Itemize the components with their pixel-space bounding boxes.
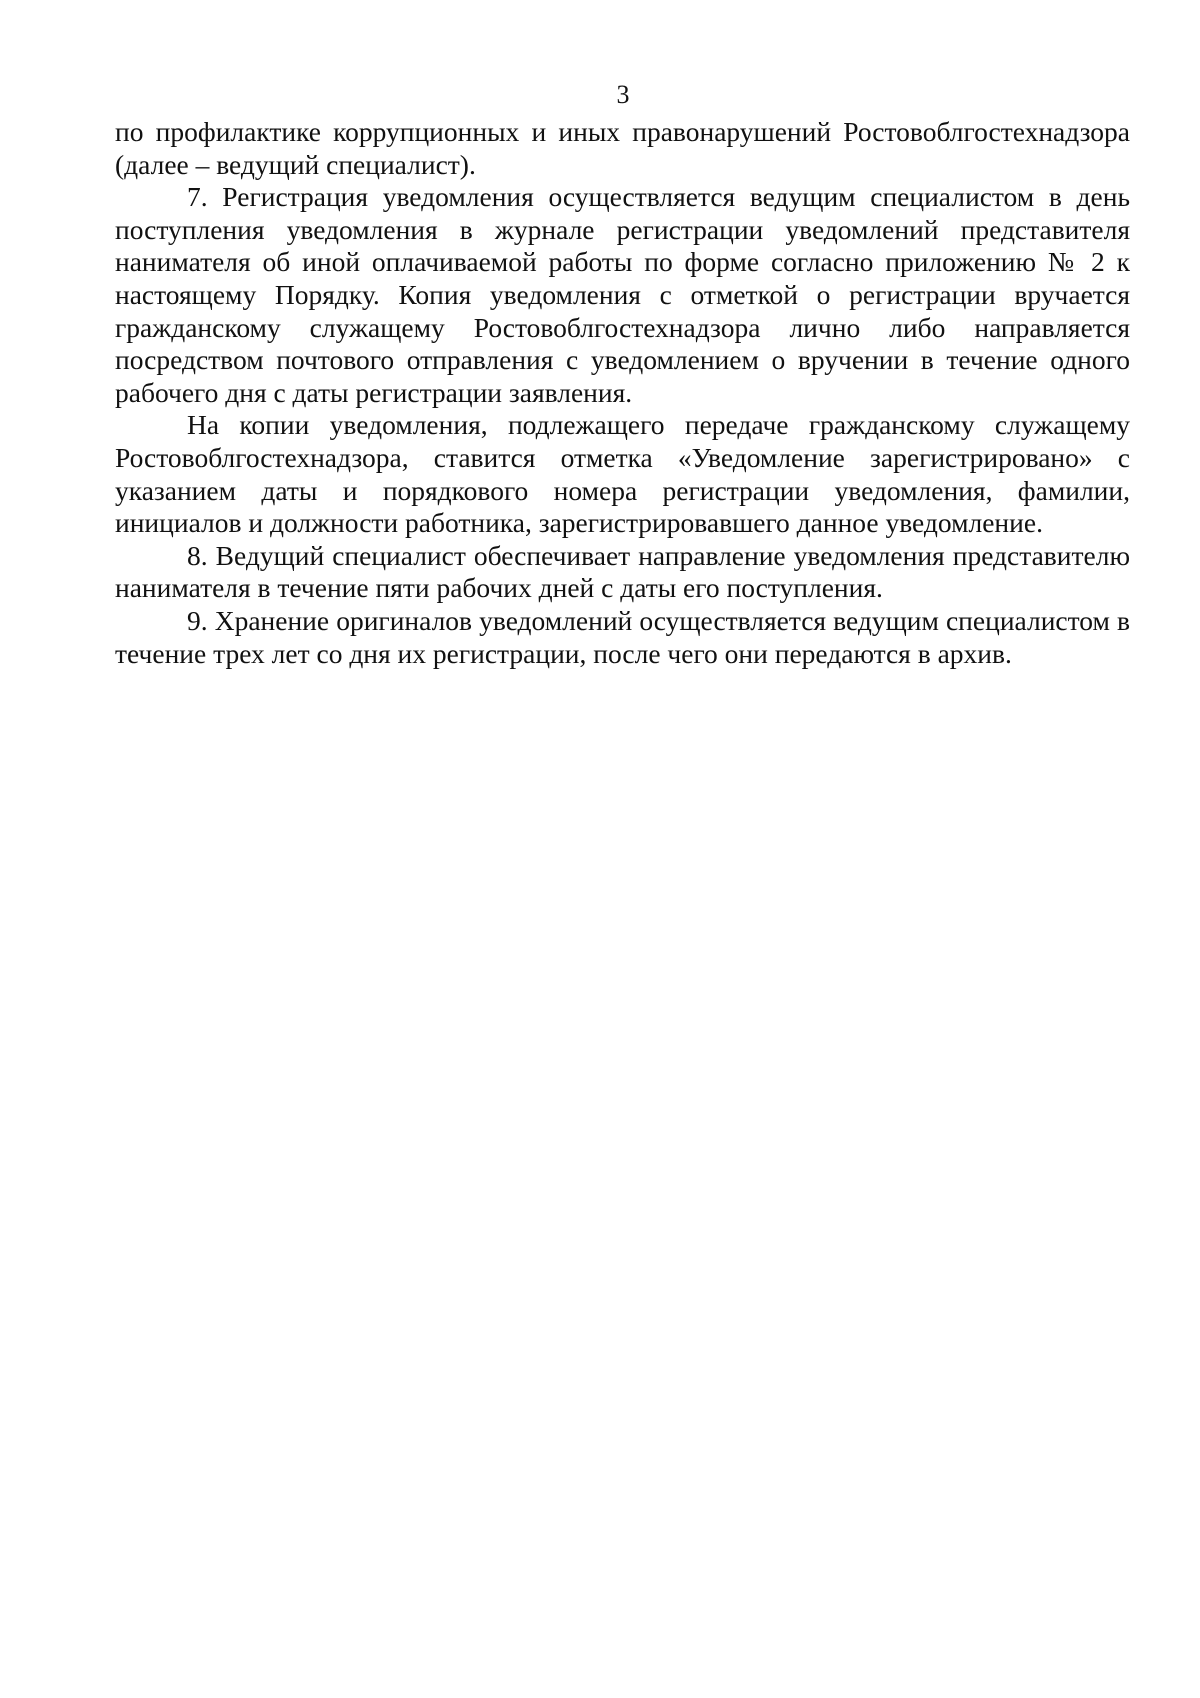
paragraph-continuation: по профилактике коррупционных и иных правонарушений Ростовоблгостехнадзора (далее – ведущий специалист). xyxy=(115,116,1130,180)
document-body xyxy=(115,116,1130,670)
page-number: 3 xyxy=(616,80,630,109)
paragraph-item-8: 8. Ведущий специалист обеспечивает направление уведомления представителю нанимателя в течение пяти рабочих дней с даты его поступления. xyxy=(115,539,1130,604)
paragraph-copy-note: На копии уведомления, подлежащего передаче гражданскому служащему Ростовоблгостехнадзора, ставится отметка «Уведомление зарегистрировано» с указанием даты и порядкового номера регистрации уведомления, фамилии, инициалов и должности работника, зарегистрировавшего данное уведомление. xyxy=(115,409,1130,539)
paragraph-item-7: 7. Регистрация уведомления осуществляется ведущим специалистом в день поступления уведомления в журнале регистрации уведомлений представителя нанимателя об иной оплачиваемой работы по форме согласно приложению № 2 к настоящему Порядку. Копия уведомления с отметкой о регистрации вручается гражданскому служащему Ростовоблгостехнадзора лично либо направляется посредством почтового отправления с уведомлением о вручении в течение одного рабочего дня с даты регистрации заявления. xyxy=(115,181,1130,408)
paragraph-item-9: 9. Хранение оригиналов уведомлений осуществляется ведущим специалистом в течение трех лет со дня их регистрации, после чего они передаются в архив. xyxy=(115,604,1130,669)
